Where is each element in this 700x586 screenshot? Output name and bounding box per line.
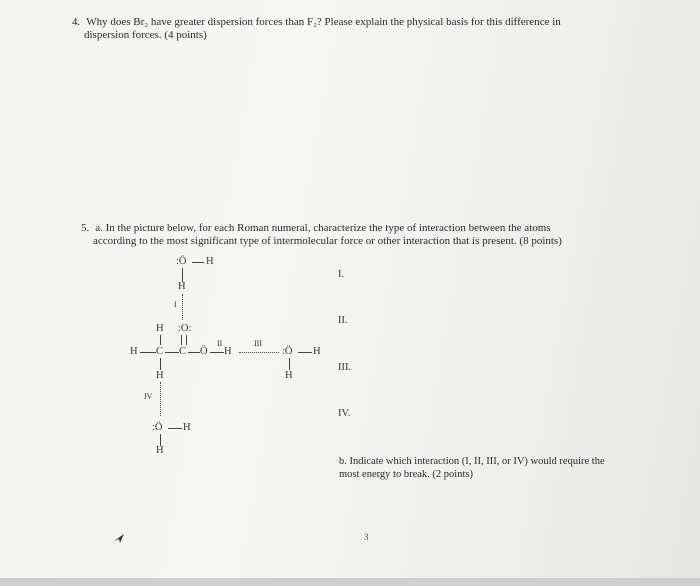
bottom-water-hydrogen: H bbox=[183, 422, 191, 433]
roman-label-i: I bbox=[174, 300, 177, 309]
answer-label-iv: IV. bbox=[338, 408, 351, 419]
top-water-hydrogen-2: H bbox=[178, 281, 186, 292]
methyl-carbon: C bbox=[156, 346, 164, 357]
question-5b-line-2: most energy to break. (2 points) bbox=[339, 469, 473, 480]
roman-label-iv: IV bbox=[144, 392, 153, 401]
interaction-iv-dots bbox=[160, 382, 161, 416]
oh-bond bbox=[210, 352, 224, 353]
answer-label-i: I. bbox=[338, 269, 345, 280]
top-water-oh-bond bbox=[192, 262, 204, 263]
right-water-hydrogen-2: H bbox=[285, 370, 293, 381]
right-water-hydrogen: H bbox=[313, 346, 321, 357]
mouse-cursor-icon bbox=[112, 531, 126, 545]
co-bond bbox=[188, 352, 200, 353]
bottom-water-hydrogen-2: H bbox=[156, 445, 164, 456]
question-5a-text: a. In the picture below, for each Roman numeral, characterize the type of interaction between the atoms bbox=[95, 222, 551, 234]
hc-bond bbox=[140, 352, 156, 353]
question-5b-line-1: b. Indicate which interaction (I, II, III, or IV) would require the bbox=[339, 456, 605, 467]
question-4 bbox=[72, 16, 662, 42]
carbonyl-carbon: C bbox=[179, 346, 187, 357]
bottom-water-oxygen: :Ö bbox=[152, 422, 163, 433]
interaction-i-dots bbox=[182, 294, 183, 320]
methyl-hydrogen-left: H bbox=[130, 346, 138, 357]
page-bottom-edge bbox=[0, 578, 700, 586]
right-water-oh-bond-down bbox=[289, 358, 290, 370]
right-water-oh-bond bbox=[298, 352, 312, 353]
question-4-text: Why does Br₂ have greater dispersion forces than F₂? Please explain the physical basis for this difference in bbox=[86, 16, 561, 28]
bottom-water-oh-bond bbox=[168, 428, 182, 429]
question-5-line-2: according to the most significant type of intermolecular force or other interaction that is present. (8 points) bbox=[93, 235, 562, 247]
question-5-line-1 bbox=[81, 222, 661, 235]
carbonyl-oxygen: :O: bbox=[178, 323, 192, 334]
question-5-number: 5. bbox=[81, 222, 90, 234]
question-5b bbox=[339, 455, 659, 481]
interaction-iii-dots bbox=[239, 352, 279, 353]
question-4-line-1 bbox=[72, 16, 662, 29]
top-water-hydrogen: H bbox=[206, 256, 214, 267]
answer-label-ii: II. bbox=[338, 315, 348, 326]
right-water-oxygen: :Ö bbox=[282, 346, 293, 357]
roman-label-ii: II bbox=[217, 339, 223, 348]
carbonyl-double-bond bbox=[181, 335, 187, 345]
roman-label-iii: III bbox=[254, 339, 262, 348]
methyl-ch-bond-up bbox=[160, 335, 161, 345]
methyl-hydrogen-top: H bbox=[156, 323, 164, 334]
top-water-oxygen: :Ö bbox=[176, 256, 187, 267]
top-water-oh-bond-down bbox=[182, 268, 183, 282]
question-4-number: 4. bbox=[72, 16, 81, 28]
hydroxyl-hydrogen: H bbox=[224, 346, 232, 357]
cc-bond bbox=[165, 352, 179, 353]
answer-label-iii: III. bbox=[338, 362, 352, 373]
page-number: 3 bbox=[364, 532, 369, 542]
ester-oxygen: Ö bbox=[200, 346, 208, 357]
methyl-hydrogen-bottom: H bbox=[156, 370, 164, 381]
molecule-diagram bbox=[120, 245, 350, 475]
methyl-ch-bond-down bbox=[160, 358, 161, 370]
question-4-line-2: dispersion forces. (4 points) bbox=[84, 29, 207, 41]
